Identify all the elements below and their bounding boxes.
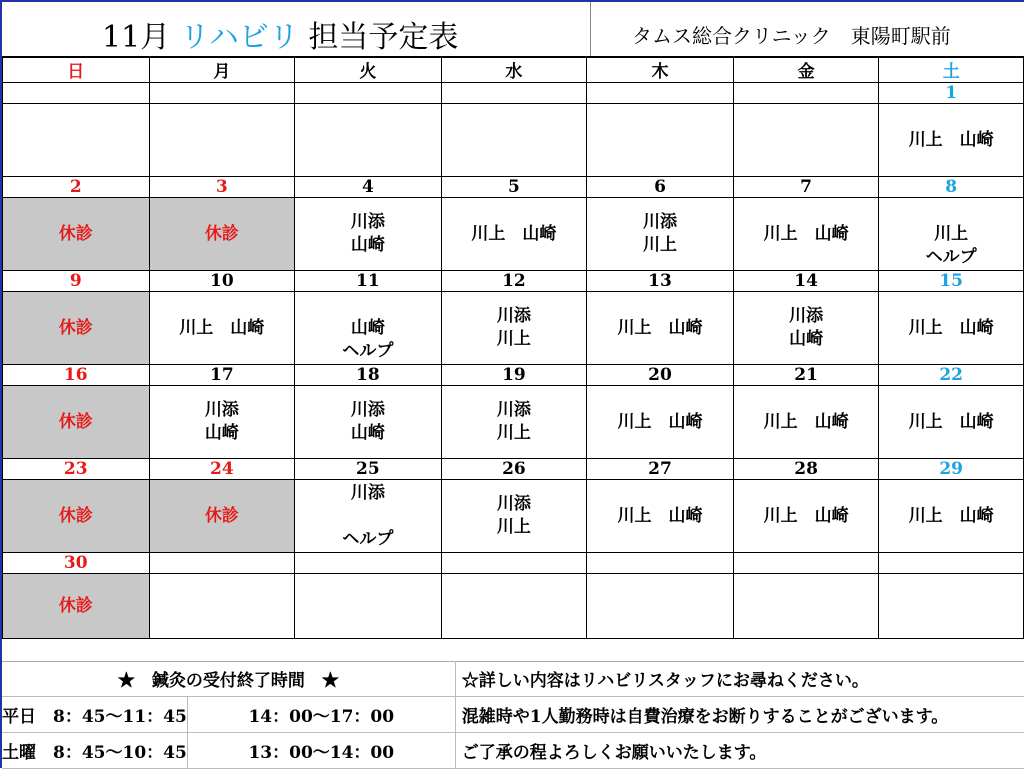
day-number: 7 <box>733 177 879 198</box>
staff-line: 山崎 <box>204 423 239 443</box>
staff-line: 川上 <box>496 423 531 443</box>
day-staff-cell <box>295 104 442 177</box>
staff-line: ヘルプ <box>925 246 977 267</box>
day-number: 1 <box>879 83 1024 104</box>
day-number <box>441 83 587 104</box>
day-staff-cell <box>149 574 295 639</box>
day-number <box>295 83 442 104</box>
day-number: 2 <box>3 177 150 198</box>
week-staff-row <box>3 480 1024 553</box>
day-staff-cell <box>587 480 734 553</box>
day-staff-cell <box>587 104 734 177</box>
day-closed-cell <box>3 292 150 365</box>
calendar-body <box>3 57 1024 639</box>
day-number <box>3 83 150 104</box>
day-staff-cell <box>879 574 1024 639</box>
weekday-thu: 木 <box>587 57 734 83</box>
day-number: 8 <box>879 177 1024 198</box>
hours-day-text: 平日 <box>2 707 36 727</box>
title-rest: 担当予定表 <box>308 20 459 55</box>
day-staff-cell <box>587 292 734 365</box>
day-staff-cell <box>441 292 587 365</box>
day-closed-cell <box>3 386 150 459</box>
day-staff-cell <box>295 386 442 459</box>
staff-line: 川添 <box>789 306 824 326</box>
staff-line: 川上 山崎 <box>908 505 994 526</box>
day-number: 18 <box>295 365 442 386</box>
staff-line: 川上 山崎 <box>763 505 849 526</box>
day-staff-cell <box>733 198 879 271</box>
day-staff-cell <box>587 574 734 639</box>
staff-line: 山崎 <box>350 317 385 338</box>
hours-pm: 13：00～14：00 <box>187 733 455 769</box>
closed-label: 休診 <box>58 505 93 526</box>
staff-line: 川上 山崎 <box>908 129 994 150</box>
week-staff-row <box>3 386 1024 459</box>
staff-line: 山崎 <box>350 423 385 443</box>
staff-line: 川添 <box>204 400 239 420</box>
day-staff-cell <box>441 480 587 553</box>
day-staff-cell <box>733 292 879 365</box>
day-staff-cell <box>733 386 879 459</box>
day-closed-cell <box>3 198 150 271</box>
hours-day-text: 土曜 <box>2 743 36 763</box>
week-date-row <box>3 459 1024 480</box>
day-number: 23 <box>3 459 150 480</box>
note-line-2: 混雑時や1人勤務時は自費治療をお断りすることがございます。 <box>455 697 1024 733</box>
day-closed-cell <box>3 574 150 639</box>
day-staff-cell <box>733 574 879 639</box>
closed-label: 休診 <box>58 411 93 432</box>
day-number: 3 <box>149 177 295 198</box>
staff-line: 山崎 <box>350 235 385 255</box>
day-staff-cell <box>587 386 734 459</box>
hours-am-text: 8：45～11：45 <box>53 707 187 727</box>
day-number: 30 <box>3 553 150 574</box>
day-staff-cell <box>295 292 442 365</box>
day-number <box>149 83 295 104</box>
day-number: 27 <box>587 459 734 480</box>
day-number <box>879 553 1024 574</box>
day-staff-cell <box>295 480 442 553</box>
title-divider <box>590 2 591 56</box>
day-staff-cell <box>733 480 879 553</box>
day-staff-cell <box>879 292 1024 365</box>
day-number: 14 <box>733 271 879 292</box>
week-staff-row <box>3 574 1024 639</box>
spacer-row <box>2 636 1024 662</box>
staff-line: 川上 <box>496 329 531 349</box>
day-staff-cell <box>149 386 295 459</box>
weekday-fri: 金 <box>733 57 879 83</box>
day-number: 20 <box>587 365 734 386</box>
staff-line: 川上 山崎 <box>908 411 994 432</box>
weekday-sat: 土 <box>879 57 1024 83</box>
day-number: 16 <box>3 365 150 386</box>
week-date-row <box>3 83 1024 104</box>
closed-label: 休診 <box>204 505 239 526</box>
day-staff-cell <box>149 292 295 365</box>
day-closed-cell <box>149 480 295 553</box>
weekday-mon: 月 <box>149 57 295 83</box>
closed-label: 休診 <box>204 223 239 244</box>
staff-line: 川上 山崎 <box>179 317 265 338</box>
day-number: 22 <box>879 365 1024 386</box>
page-title <box>102 12 458 56</box>
staff-line: ヘルプ <box>342 340 394 361</box>
info-row-saturday <box>2 733 1024 769</box>
day-staff-cell <box>879 104 1024 177</box>
day-number: 12 <box>441 271 587 292</box>
day-number: 11 <box>295 271 442 292</box>
day-staff-cell <box>295 198 442 271</box>
day-number: 28 <box>733 459 879 480</box>
day-staff-cell <box>441 198 587 271</box>
week-date-row <box>3 271 1024 292</box>
day-staff-cell <box>3 104 150 177</box>
staff-line: 川上 <box>643 235 677 255</box>
day-number <box>733 83 879 104</box>
day-number: 13 <box>587 271 734 292</box>
title-month: 11月 <box>102 20 171 55</box>
staff-line: 川上 山崎 <box>471 223 557 244</box>
title-row <box>2 2 1024 58</box>
closed-label: 休診 <box>58 223 93 244</box>
day-number <box>587 83 734 104</box>
info-row-weekday <box>2 697 1024 733</box>
week-staff-row <box>3 104 1024 177</box>
weekday-wed: 水 <box>441 57 587 83</box>
day-number: 5 <box>441 177 587 198</box>
day-staff-cell <box>879 480 1024 553</box>
staff-line: 川上 <box>496 517 531 537</box>
week-staff-row <box>3 292 1024 365</box>
hours-am-text: 8：45～10：45 <box>53 743 187 763</box>
day-number <box>587 553 734 574</box>
staff-line: 川添 <box>350 400 385 420</box>
day-number: 15 <box>879 271 1024 292</box>
staff-line: 山崎 <box>789 329 824 349</box>
staff-line: 川上 <box>934 223 969 244</box>
day-staff-cell <box>149 104 295 177</box>
weekday-header-row <box>3 57 1024 83</box>
day-number <box>149 553 295 574</box>
hours-day-label <box>2 733 187 769</box>
staff-line: 川上 山崎 <box>908 317 994 338</box>
day-number <box>295 553 442 574</box>
staff-line: 川上 山崎 <box>617 411 703 432</box>
day-number: 4 <box>295 177 442 198</box>
day-closed-cell <box>149 198 295 271</box>
day-number: 29 <box>879 459 1024 480</box>
day-number: 25 <box>295 459 442 480</box>
staff-line: 川添 <box>496 400 531 420</box>
closed-label: 休診 <box>58 317 93 338</box>
day-number: 19 <box>441 365 587 386</box>
staff-line: 川上 山崎 <box>763 411 849 432</box>
weekday-sun: 日 <box>3 57 150 83</box>
staff-line: 川添 <box>496 494 531 514</box>
week-staff-row <box>3 198 1024 271</box>
staff-line: 川上 山崎 <box>617 505 703 526</box>
week-date-row <box>3 553 1024 574</box>
week-date-row <box>3 365 1024 386</box>
day-staff-cell <box>441 104 587 177</box>
day-number: 6 <box>587 177 734 198</box>
closed-label: 休診 <box>58 595 93 616</box>
day-number: 21 <box>733 365 879 386</box>
title-highlight: リハビリ <box>179 20 299 55</box>
staff-line: ヘルプ <box>342 528 394 549</box>
staff-line: 川添 <box>643 212 677 232</box>
day-staff-cell <box>879 386 1024 459</box>
hours-pm: 14：00～17：00 <box>187 697 455 733</box>
day-number: 24 <box>149 459 295 480</box>
week-date-row <box>3 177 1024 198</box>
day-number: 9 <box>3 271 150 292</box>
day-staff-cell <box>295 574 442 639</box>
weekday-tue: 火 <box>295 57 442 83</box>
day-number <box>733 553 879 574</box>
day-closed-cell <box>3 480 150 553</box>
info-row-heading <box>2 661 1024 697</box>
day-number <box>441 553 587 574</box>
day-staff-cell <box>441 386 587 459</box>
calendar-table <box>2 56 1024 639</box>
day-staff-cell <box>879 198 1024 271</box>
hours-day-label <box>2 697 187 733</box>
hours-heading: ★ 鍼灸の受付終了時間 ★ <box>2 661 455 697</box>
day-number: 17 <box>149 365 295 386</box>
staff-line: 川上 山崎 <box>763 223 849 244</box>
day-staff-cell <box>733 104 879 177</box>
staff-line: 川添 <box>496 306 531 326</box>
staff-line: 川添 <box>350 212 385 232</box>
info-table <box>2 661 1024 769</box>
day-staff-cell <box>587 198 734 271</box>
staff-line: 川上 山崎 <box>617 317 703 338</box>
note-line-3: ご了承の程よろしくお願いいたします。 <box>455 733 1024 769</box>
clinic-name: タムス総合クリニック 東陽町駅前 <box>632 24 951 48</box>
day-number: 26 <box>441 459 587 480</box>
note-line-1: ☆詳しい内容はリハビリスタッフにお尋ねください。 <box>455 661 1024 697</box>
day-number: 10 <box>149 271 295 292</box>
day-staff-cell <box>441 574 587 639</box>
staff-line: 川添 <box>350 482 385 503</box>
